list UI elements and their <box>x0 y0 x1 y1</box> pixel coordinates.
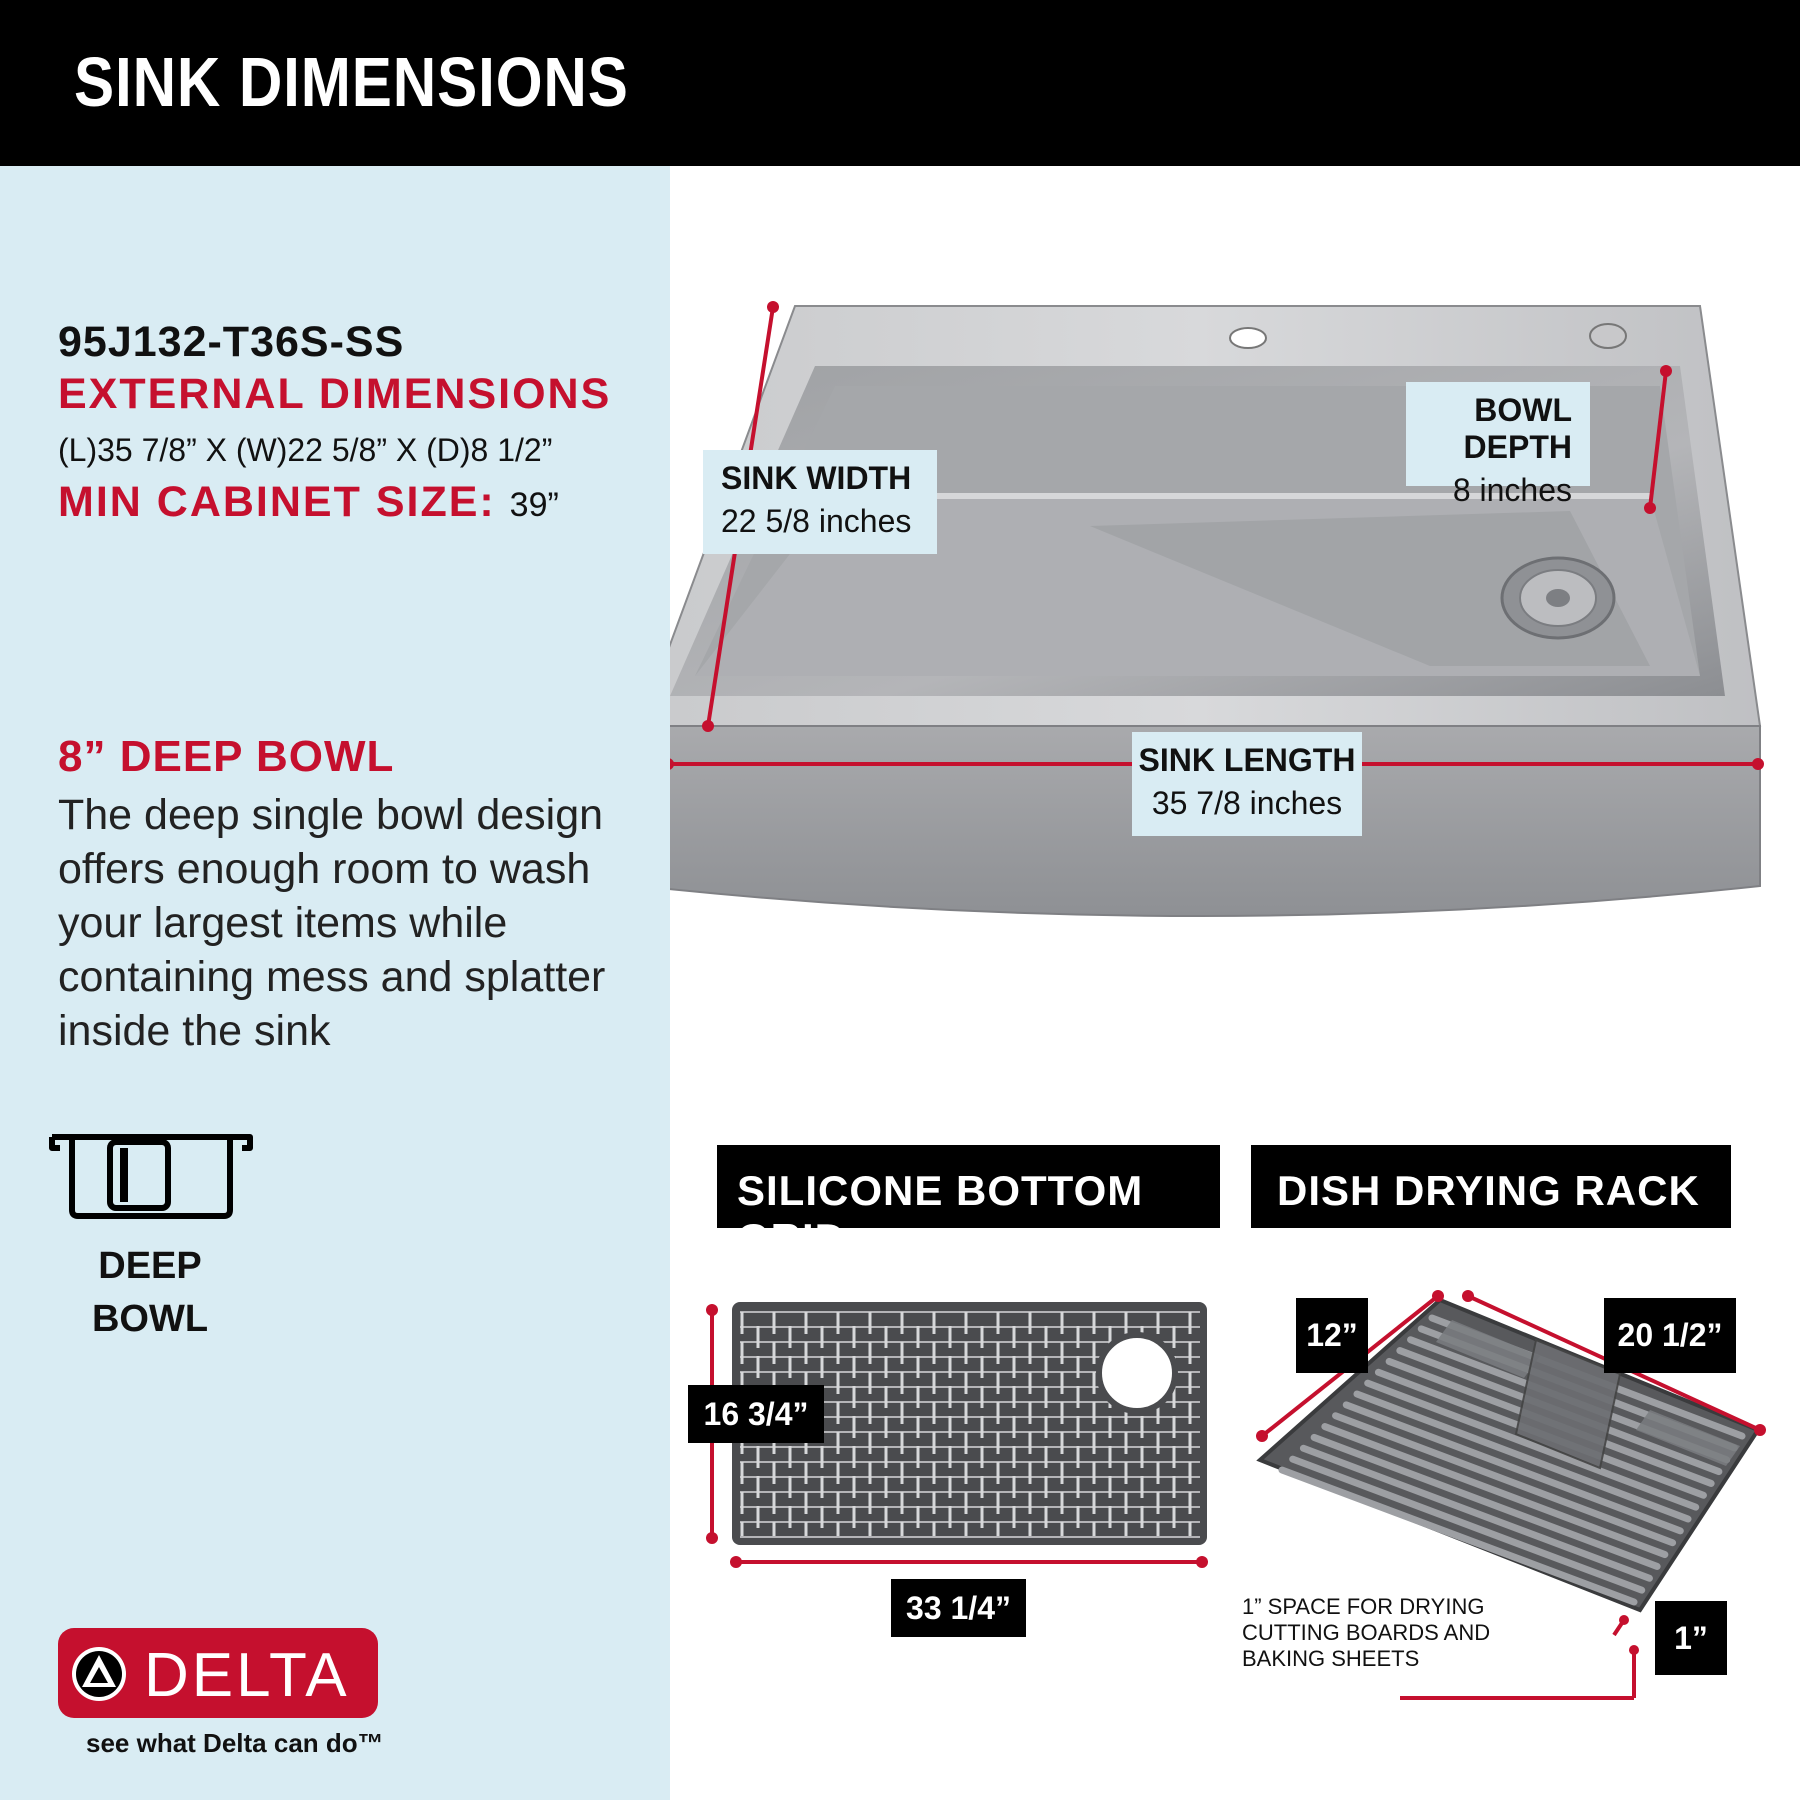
cabinet-size <box>58 478 559 527</box>
faucet-hole <box>1230 328 1266 348</box>
deep-bowl-icon <box>48 1130 258 1235</box>
silicone-grid-title: SILICONE BOTTOM GRID <box>737 1167 1144 1262</box>
delta-triangle-icon <box>70 1645 128 1703</box>
bowl-depth-callout <box>1406 382 1590 508</box>
drying-rack-heading <box>1251 1145 1731 1228</box>
bowl-depth-value: 8 inches <box>1452 472 1572 508</box>
icon-label-line-1: DEEP <box>98 1245 202 1287</box>
grid-height-label: 16 3/4” <box>688 1385 824 1443</box>
bowl-depth-title: BOWL DEPTH <box>1463 392 1572 465</box>
sink-button <box>1590 324 1626 348</box>
delta-logo-text: DELTA <box>144 1641 350 1710</box>
sink-width-title: SINK WIDTH <box>721 460 912 496</box>
rack-space-label: 1” <box>1655 1601 1727 1675</box>
deep-bowl-icon-label <box>80 1240 220 1346</box>
header-bar <box>0 0 1800 166</box>
sink-length-callout <box>1132 732 1362 836</box>
silicone-grid-heading <box>717 1145 1220 1262</box>
sink-width-value: 22 5/8 inches <box>721 503 912 539</box>
feature-description: The deep single bowl design offers enough room to wash your largest items while containing mess and splatter inside the sink <box>58 791 606 1055</box>
external-dimensions-value: (L)35 7/8” X (W)22 5/8” X (D)8 1/2” <box>58 432 553 468</box>
rack-width-label: 20 1/2” <box>1604 1298 1736 1373</box>
icon-label-line-2: BOWL <box>91 1298 209 1340</box>
rack-space-note: 1” SPACE FOR DRYING CUTTING BOARDS AND BAKING SHEETS <box>1242 1594 1491 1671</box>
sink-width-callout <box>703 450 937 554</box>
grid-drain-hole <box>1099 1335 1175 1411</box>
model-number: 95J132-T36S-SS <box>58 318 405 366</box>
sink-length-title: SINK LENGTH <box>1138 742 1356 778</box>
sink-illustration <box>670 166 1800 966</box>
cabinet-size-value: 39” <box>509 486 559 524</box>
external-dimensions-label: EXTERNAL DIMENSIONS <box>58 370 612 418</box>
sink-length-value: 35 7/8 inches <box>1151 785 1343 821</box>
feature-heading: 8” DEEP BOWL <box>58 732 395 781</box>
page-title: SINK DIMENSIONS <box>74 43 629 121</box>
delta-logo <box>58 1628 378 1718</box>
brand-tagline: see what Delta can do™ <box>86 1728 384 1758</box>
drying-rack-title: DISH DRYING RACK <box>1277 1167 1700 1214</box>
cabinet-size-label: MIN CABINET SIZE: <box>58 478 496 526</box>
grid-width-label: 33 1/4” <box>891 1579 1026 1637</box>
rack-depth-label: 12” <box>1296 1298 1368 1373</box>
